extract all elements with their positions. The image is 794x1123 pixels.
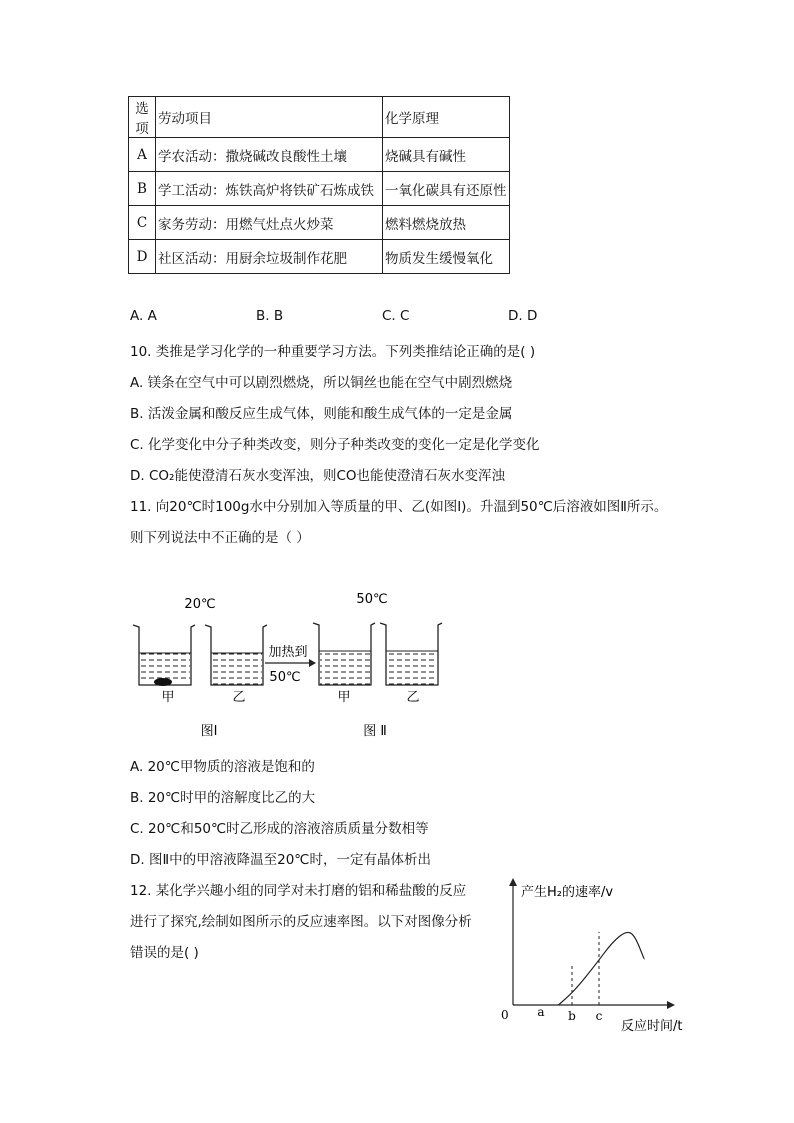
table-row (129, 138, 510, 172)
q10-option-a[interactable]: A. 镁条在空气中可以剧烈燃烧，所以铜丝也能在空气中剧烈燃烧 (130, 375, 513, 391)
rate-chart (495, 872, 715, 1040)
beaker-label: 乙 (232, 690, 246, 705)
rate-curve (559, 932, 645, 1005)
table-cell: 家务劳动：用燃气灶点火炒菜 (156, 206, 383, 240)
q9-option-b[interactable]: B. B (256, 308, 284, 324)
q9-option-a[interactable]: A. A (130, 308, 157, 324)
table-header-cell: 劳动项目 (156, 97, 383, 138)
beaker-jia-50 (313, 623, 375, 685)
q10-option-c[interactable]: C. 化学变化中分子种类改变，则分子种类改变的变化一定是化学变化 (130, 437, 540, 453)
q12-stem-line2: 进行了探究,绘制如图所示的反应速率图。以下对图像分析 (130, 914, 472, 930)
temp-label-50: 50℃ (356, 592, 388, 607)
table-cell: C (129, 206, 156, 240)
table-cell: 社区活动：用厨余垃圾制作花肥 (156, 240, 383, 274)
table-cell: 物质发生缓慢氧化 (383, 240, 510, 274)
table-row (129, 206, 510, 240)
q11-option-d[interactable]: D. 图Ⅱ中的甲溶液降温至20℃时，一定有晶体析出 (130, 852, 431, 868)
x-tick-b: b (568, 1009, 576, 1023)
figure-caption-2: 图 Ⅱ (363, 724, 387, 739)
undissolved-solid-icon (154, 678, 172, 686)
origin-label: 0 (501, 1008, 509, 1022)
table-cell: 学农活动：撒烧碱改良酸性土壤 (156, 138, 383, 172)
q10-option-d[interactable]: D. CO₂能使澄清石灰水变浑浊，则CO也能使澄清石灰水变浑浊 (130, 468, 505, 484)
table-row (129, 240, 510, 274)
x-tick-c: c (595, 1009, 603, 1023)
arrow-label-temp: 50℃ (269, 670, 301, 685)
temp-label-20: 20℃ (184, 597, 216, 612)
beaker-yi-50 (380, 623, 442, 685)
beaker-label: 甲 (337, 690, 351, 705)
y-axis-label: 产生H₂的速率/v (521, 885, 614, 900)
q12-stem-line1: 12. 某化学兴趣小组的同学对未打磨的铝和稀盐酸的反应 (130, 883, 467, 899)
beaker-yi-20 (205, 625, 267, 685)
table-header-row (129, 97, 510, 138)
beaker-jia-20 (133, 625, 195, 686)
q11-option-b[interactable]: B. 20℃时甲的溶解度比乙的大 (130, 790, 316, 806)
q11-stem-line1: 11. 向20℃时100g水中分别加入等质量的甲、乙(如图Ⅰ)。升温到50℃后溶液如图Ⅱ所示。 (130, 499, 668, 515)
table-cell: B (129, 172, 156, 206)
arrow-label-heat: 加热到 (268, 645, 308, 660)
table-cell: 学工活动：炼铁高炉将铁矿石炼成铁 (156, 172, 383, 206)
table-cell: A (129, 138, 156, 172)
q11-option-c[interactable]: C. 20℃和50℃时乙形成的溶液溶质质量分数相等 (130, 821, 429, 837)
figure-caption-1: 图Ⅰ (200, 724, 218, 739)
table-header-cell: 选项 (129, 97, 156, 138)
table-cell: 燃料燃烧放热 (383, 206, 510, 240)
q9-option-c[interactable]: C. C (382, 308, 410, 324)
q11-option-a[interactable]: A. 20℃甲物质的溶液是饱和的 (130, 759, 315, 775)
table-header-cell: 化学原理 (383, 97, 510, 138)
q12-stem-line3: 错误的是( ) (130, 945, 199, 961)
q10-option-b[interactable]: B. 活泼金属和酸反应生成气体，则能和酸生成气体的一定是金属 (130, 406, 513, 422)
q11-stem-line2: 则下列说法中不正确的是（ ） (130, 530, 310, 546)
q10-stem: 10. 类推是学习化学的一种重要学习方法。下列类推结论正确的是( ) (130, 344, 536, 360)
q9-option-d[interactable]: D. D (508, 308, 538, 324)
beaker-label: 甲 (161, 690, 175, 705)
table-row (129, 172, 510, 206)
x-axis-arrow-icon (667, 1001, 675, 1009)
labor-table (128, 96, 510, 274)
beaker-figure (125, 585, 445, 745)
x-axis-label: 反应时间/t (621, 1019, 683, 1034)
table-cell: 一氧化碳具有还原性 (383, 172, 510, 206)
table-cell: D (129, 240, 156, 274)
y-axis-arrow-icon (509, 878, 517, 886)
arrow-head-icon (309, 659, 316, 667)
table-cell: 烧碱具有碱性 (383, 138, 510, 172)
beaker-label: 乙 (406, 690, 420, 705)
x-tick-a: a (537, 1005, 545, 1019)
